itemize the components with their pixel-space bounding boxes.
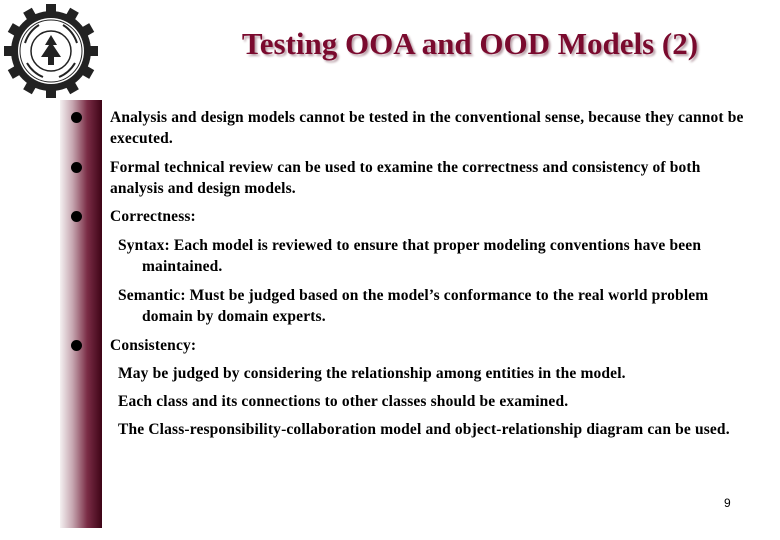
bullet-icon [71,162,82,173]
sub-item: Semantic: Must be judged based on the model’s conformance to the real world problem domain by domain experts. [118,287,709,325]
bullet-icon [71,340,82,351]
sub-item: Each class and its connections to other classes should be examined. [118,393,569,410]
bullet-icon [71,112,82,123]
sub-item: Syntax: Each model is reviewed to ensure that proper modeling conventions have been maintained. [118,237,702,275]
sub-item: May be judged by considering the relationship among entities in the model. [118,365,626,382]
page-number: 9 [724,496,731,510]
sub-item: The Class-responsibility-collaboration model and object-relationship diagram can be used. [118,421,730,438]
university-emblem-icon [2,2,100,100]
bullet-text: Analysis and design models cannot be tested in the conventional sense, because they cannot be executed. [110,109,744,147]
bullet-text: Correctness: [110,208,196,225]
bullet-text: Consistency: [110,337,197,354]
bullet-icon [71,211,82,222]
slide-title: Testing OOA and OOD Models (2) [241,26,699,61]
bullet-text: Formal technical review can be used to examine the correctness and consistency of both analysis and design models. [110,159,701,197]
